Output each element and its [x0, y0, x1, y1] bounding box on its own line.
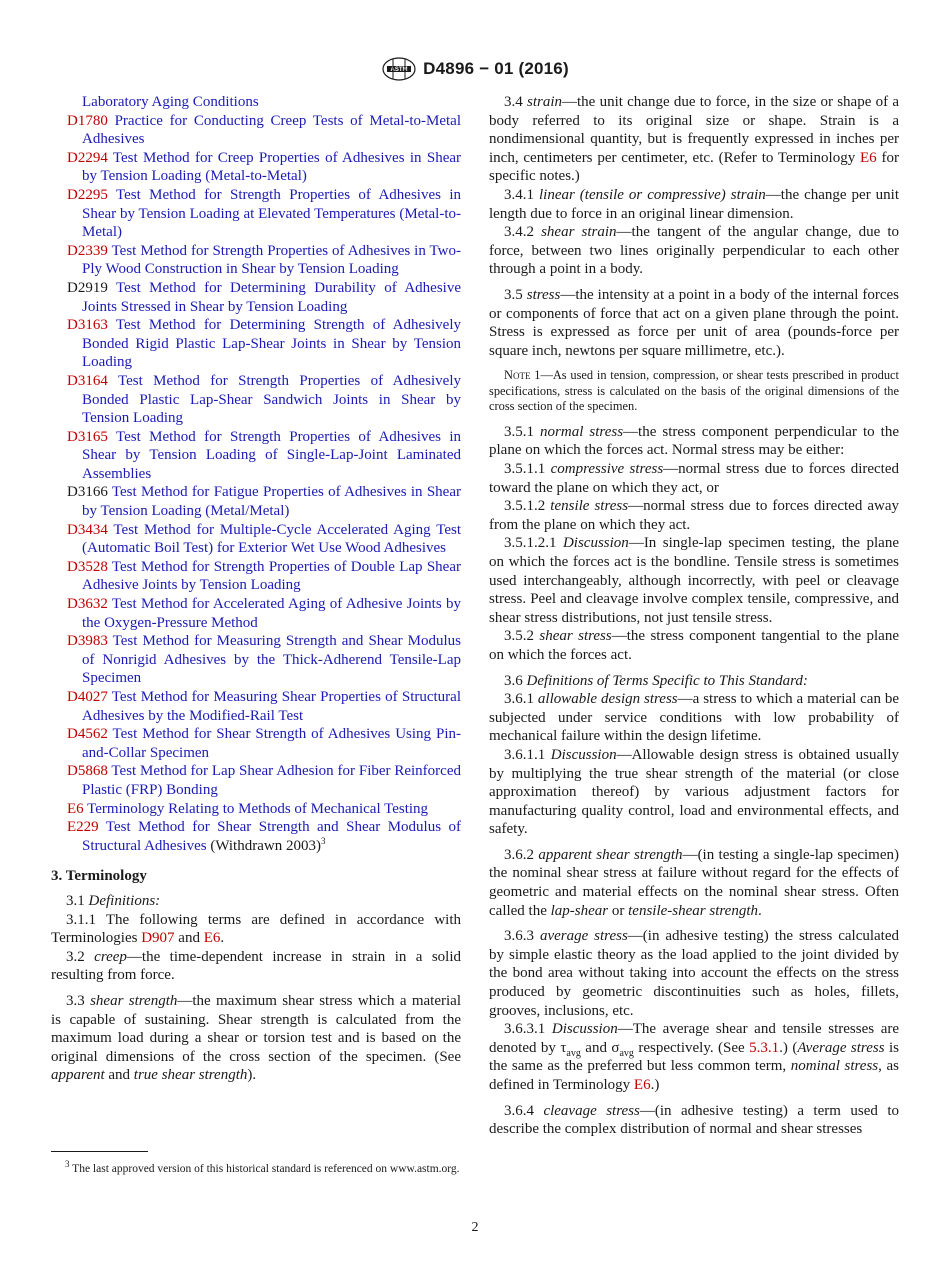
definition: —Allowable design stress is obtained usually by multiplying the true shear strength of the material (or close approximation thereof) by various adjustment factors for manufacturing quality control, load and environmental effects, and safety.: [489, 746, 900, 838]
reference-item: [51, 818, 461, 855]
paragraph-3-4-1: [489, 186, 899, 223]
section-heading-terminology: 3. Terminology: [51, 868, 147, 885]
paragraph-3-6-4: [489, 1102, 899, 1139]
reference-code-link[interactable]: D2295: [67, 186, 108, 203]
term: tensile stress: [550, 498, 629, 515]
paragraph-3-2: [51, 948, 461, 985]
section-number: 3.4.1: [504, 186, 534, 203]
term: linear (tensile or compressive) strain: [538, 186, 766, 203]
reference-code-link[interactable]: D3983: [67, 633, 108, 650]
definition: —a stress to which a material can be subjected under service conditions with low probability of mechanical failure within the design lifetime.: [489, 691, 900, 745]
term: allowable design stress: [537, 691, 678, 708]
reference-title-link[interactable]: Test Method for Lap Shear Adhesion for Fiber Reinforced Plastic (FRP) Bonding: [82, 763, 461, 798]
text: 3.1.1 The following terms are defined in accordance with Terminologies: [51, 911, 461, 947]
symbol-sigma: σ: [611, 1039, 620, 1056]
reference-title-link[interactable]: Test Method for Multiple-Cycle Accelerated Aging Test (Automatic Boil Test) for Exterior Wet Use Wood Adhesives: [82, 521, 461, 557]
section-number: 3.6: [504, 672, 523, 689]
ref-link-e6[interactable]: E6: [860, 149, 877, 166]
reference-title-link[interactable]: Test Method for Shear Strength of Adhesives Using Pin-and-Collar Specimen: [82, 726, 462, 761]
reference-title-link[interactable]: Test Method for Shear Strength and Shear Modulus of Structural Adhesives: [82, 819, 462, 854]
right-column: [489, 93, 899, 1139]
section-link-5-3-1[interactable]: 5.3.1: [749, 1039, 780, 1056]
term: average stress: [539, 928, 628, 945]
term: Discussion: [550, 746, 617, 763]
left-column: [51, 93, 461, 1085]
definition: —the stress component tangential to the plane on which the forces act.: [489, 628, 899, 663]
section-number: 3.5.1.2.1: [504, 535, 557, 552]
reference-item: [51, 372, 461, 428]
reference-code-link[interactable]: E229: [67, 819, 99, 836]
reference-item: [51, 242, 461, 279]
reference-item: [51, 186, 461, 242]
reference-code-link[interactable]: D4562: [67, 726, 108, 743]
paragraph-3-6-3-1: [489, 1020, 899, 1094]
paragraph-3-3: [51, 992, 461, 1085]
term: apparent: [51, 1067, 105, 1084]
definition: —the unit change due to force, in the size or shape of a body referred to its original size or shape. Strain is a nondimensional quantity, but is frequently expressed in inches per inch, centimeters per centimeter, etc. (Refer to Terminology: [489, 94, 899, 166]
section-number: 3.4: [504, 94, 523, 110]
section-number: 3.5: [504, 286, 523, 303]
reference-item: [51, 316, 461, 372]
section-number: 3.5.2: [504, 628, 534, 645]
section-number: 3.6.3: [504, 928, 534, 945]
definition: —normal stress due to forces directed toward the plane on which they act, or: [489, 461, 900, 496]
footnote: [51, 1159, 461, 1177]
section-number: 3.5.1.2: [504, 498, 546, 515]
page-number: 2: [471, 1220, 479, 1235]
reference-item: [51, 595, 461, 632]
text: .) (: [779, 1039, 798, 1056]
reference-item: [51, 762, 461, 799]
reference-code-link[interactable]: D3165: [67, 428, 108, 445]
reference-code-link[interactable]: D3632: [67, 596, 108, 613]
reference-item: [51, 632, 461, 688]
astm-logo-icon: [381, 57, 417, 81]
term: Discussion: [562, 535, 629, 552]
text: for specific notes.): [489, 149, 899, 185]
term: shear stress: [539, 628, 612, 645]
section-number: 3.6.1.1: [504, 746, 546, 763]
reference-title-link[interactable]: Test Method for Strength Properties of Double Lap Shear Adhesive Joints by Tension Loading: [82, 558, 461, 594]
text: and: [580, 1039, 612, 1056]
paragraph-3-6: [489, 672, 899, 691]
definition: —the tangent of the angular change, due to force, between two lines originally perpendicular to each other through a point in a body.: [489, 224, 899, 278]
reference-code-link[interactable]: D3434: [67, 521, 108, 538]
footnote-divider: [51, 1151, 148, 1152]
reference-code-link[interactable]: D3163: [67, 317, 108, 334]
reference-code-link[interactable]: D3164: [67, 372, 108, 389]
ref-link-d907[interactable]: D907: [141, 930, 175, 947]
footnote-mark: 3: [65, 1159, 70, 1170]
reference-item: [51, 688, 461, 725]
note-label: Note 1: [504, 368, 541, 383]
term: lap-shear: [550, 902, 609, 919]
paragraph-3-6-2: [489, 846, 899, 920]
document-designation: D4896 − 01 (2016): [423, 59, 569, 78]
reference-item: [51, 112, 461, 149]
term: compressive stress: [550, 461, 664, 477]
definition: —In single-lap specimen testing, the plane on which the forces act is the bondline. Tensile stress is sometimes used interchangeably, although incorrectly, with peel or cleavage stress. Peel and cleavage involve complex tensile, compressive, and shear stress distributions, not just tensile stress.: [489, 535, 899, 626]
section-number: 3.6.2: [504, 846, 534, 863]
paragraph-3-6-1-1: [489, 746, 899, 839]
term: Definitions:: [88, 892, 161, 909]
term: Definitions of Terms Specific to This Standard:: [526, 672, 808, 689]
definition: —normal stress due to forces directed away from the plane on which they act.: [489, 498, 899, 533]
term: true shear strength: [133, 1067, 248, 1084]
symbol-tau: τ: [560, 1039, 567, 1056]
reference-list: [51, 93, 461, 855]
reference-title-link[interactable]: Test Method for Accelerated Aging of Adhesive Joints by the Oxygen-Pressure Method: [82, 596, 461, 631]
footnote-mark: 3: [320, 835, 326, 846]
paragraph-3-6-3: [489, 927, 899, 1020]
paragraph-3-4: [489, 93, 899, 186]
text: or: [608, 902, 629, 919]
reference-item: [51, 725, 461, 762]
section-number: 3.2: [66, 948, 85, 965]
paragraph-3-1-1: [51, 911, 461, 948]
reference-title-link[interactable]: Test Method for Strength Properties of Adhesives in Two-Ply Wood Construction in Shear by Tension Loading: [82, 242, 462, 278]
term: strain: [527, 94, 563, 110]
footnote-text: The last approved version of this historical standard is referenced on www.astm.org.: [69, 1163, 460, 1175]
reference-code-link[interactable]: D1780: [67, 112, 108, 129]
reference-code-link[interactable]: D2919: [67, 279, 108, 296]
reference-title-link[interactable]: Test Method for Creep Properties of Adhesives in Shear by Tension Loading (Metal-to-Metal): [82, 149, 462, 185]
subscript: avg: [566, 1047, 581, 1059]
reference-title-link[interactable]: Laboratory Aging Conditions: [82, 94, 259, 110]
reference-title-link[interactable]: Test Method for Fatigue Properties of Adhesives in Shear by Tension Loading (Metal/Metal): [82, 484, 461, 520]
term: apparent shear strength: [538, 846, 683, 863]
reference-title-link[interactable]: Test Method for Strength Properties of Adhesives in Shear by Tension Loading at Elevated Temperatures (Metal-to-Metal): [82, 186, 461, 241]
definition: —the maximum shear stress which a material is capable of sustaining. Shear strength is calculated from the maximum load during a shear or torsion test and is based on the original dimensions of the cross section of the specimen. (See: [51, 992, 461, 1065]
term: nominal stress: [790, 1058, 879, 1075]
text: and: [174, 930, 204, 947]
paragraph-3-5-2: [489, 627, 899, 664]
definition: —(in adhesive testing) a term used to describe the complex distribution of normal and shear stresses: [489, 1102, 899, 1138]
reference-code-link[interactable]: D3528: [67, 558, 108, 575]
section-number: 3.3: [66, 992, 85, 1009]
paragraph-3-5-1-2-1: [489, 534, 899, 627]
svg-text:ASTM: ASTM: [390, 67, 408, 73]
text: .: [757, 902, 762, 919]
section-number: 3.6.4: [504, 1102, 534, 1119]
reference-title-link[interactable]: Test Method for Measuring Shear Properties of Structural Adhesives by the Modified-Rail Test: [82, 689, 462, 724]
text: respectively. (See: [633, 1039, 750, 1056]
paragraph-3-1: [51, 892, 461, 911]
reference-item: [51, 279, 461, 316]
term: tensile-shear strength: [628, 902, 758, 919]
reference-item: [51, 483, 461, 520]
text: ).: [247, 1067, 257, 1084]
reference-code-link[interactable]: D4027: [67, 689, 108, 705]
reference-title-link[interactable]: Test Method for Measuring Strength and Shear Modulus of Nonrigid Adhesives by the Thick-Adherend Tensile-Lap Specimen: [82, 633, 461, 687]
paragraph-3-6-1: [489, 690, 899, 746]
reference-code-link[interactable]: D5868: [67, 763, 108, 780]
text: is the same as the preferred but less common term,: [489, 1039, 899, 1075]
term: Average stress: [797, 1039, 885, 1056]
term: shear strain: [541, 224, 617, 241]
term: shear strength: [90, 992, 178, 1009]
section-number: 3.5.1: [504, 423, 534, 440]
definition: —the intensity at a point in a body of the internal forces or components of force that act on a given plane through the point. Stress is expressed as force per unit of area (pounds-force per square inch, newtons per square millimetre, etc.).: [489, 286, 899, 359]
reference-code-link[interactable]: D2339: [67, 242, 108, 259]
reference-item: [51, 521, 461, 558]
section-number: 3.6.1: [504, 691, 534, 708]
section-number: 3.5.1.1: [504, 461, 546, 477]
definition: —the time-dependent increase in strain in a solid resulting from force.: [51, 948, 461, 984]
section-number: 3.1: [66, 892, 85, 909]
definition: —the change per unit length due to force in an original linear dimension.: [489, 186, 900, 222]
reference-title-link[interactable]: Test Method for Strength Properties of Adhesively Bonded Plastic Lap-Shear Sandwich Joints in Shear by Tension Loading: [82, 372, 461, 427]
paragraph-3-5-1-1: [489, 460, 899, 497]
text: and: [104, 1067, 134, 1084]
reference-title-link[interactable]: Test Method for Strength Properties of Adhesives in Shear by Tension Loading of Single-Lap-Joint Laminated Assemblies: [82, 428, 461, 482]
term: normal stress: [540, 423, 624, 440]
definition: —(in adhesive testing) the stress calculated by simple elastic theory as the load applied to the joint divided by the bond area without taking into account the effects on the stress produced by geometric discontinuities such as holes, fillets, grooves, inclusions, etc.: [489, 928, 899, 1019]
reference-code-link[interactable]: E6: [67, 800, 84, 817]
term: Discussion: [551, 1021, 618, 1038]
note-1: [489, 368, 899, 415]
reference-item: [51, 149, 461, 186]
text: .: [220, 930, 225, 947]
term: creep: [94, 948, 127, 965]
term: stress: [526, 286, 561, 303]
reference-item: [51, 558, 461, 595]
reference-title-link[interactable]: Test Method for Determining Strength of Adhesively Bonded Rigid Plastic Lap-Shear Joints in Shear by Tension Loading: [82, 317, 461, 371]
reference-title-link[interactable]: Test Method for Determining Durability of Adhesive Joints Stressed in Shear by Tension Loading: [82, 279, 461, 315]
text: —The average shear and tensile stresses are denoted by: [489, 1021, 900, 1056]
ref-link-e6[interactable]: E6: [203, 930, 221, 947]
reference-code-link[interactable]: D3166: [67, 484, 108, 501]
paragraph-3-5-1: [489, 423, 899, 460]
paragraph-3-5: [489, 286, 899, 360]
text: , as defined in Terminology: [489, 1058, 899, 1093]
reference-item: [51, 428, 461, 484]
term: cleavage stress: [543, 1102, 640, 1119]
paragraph-3-4-2: [489, 223, 899, 279]
note-text: —As used in tension, compression, or shear tests prescribed in product specifications, stress is calculated on the basis of the original dimensions of the cross section of the specimen.: [489, 368, 899, 414]
paragraph-3-5-1-2: [489, 497, 899, 534]
reference-item: [51, 800, 461, 819]
section-number: 3.6.3.1: [504, 1021, 546, 1038]
page-header: [0, 56, 950, 82]
reference-title-link[interactable]: Terminology Relating to Methods of Mechanical Testing: [87, 800, 429, 817]
definition: —(in testing a single-lap specimen) the nominal shear stress at failure without regard for the effects of geometric and material effects on the nominal shear stress. Often called the: [489, 846, 900, 919]
ref-link-e6[interactable]: E6: [633, 1077, 651, 1093]
section-number: 3.4.2: [504, 224, 534, 241]
reference-item: [51, 93, 461, 112]
definition: —the stress component perpendicular to the plane on which the forces act. Normal stress may be either:: [489, 423, 899, 459]
reference-code-link[interactable]: D2294: [67, 149, 108, 166]
text: .): [650, 1077, 660, 1093]
reference-status: (Withdrawn 2003): [206, 837, 321, 854]
subscript: avg: [619, 1047, 634, 1059]
reference-title-link[interactable]: Practice for Conducting Creep Tests of Metal-to-Metal Adhesives: [82, 112, 461, 148]
